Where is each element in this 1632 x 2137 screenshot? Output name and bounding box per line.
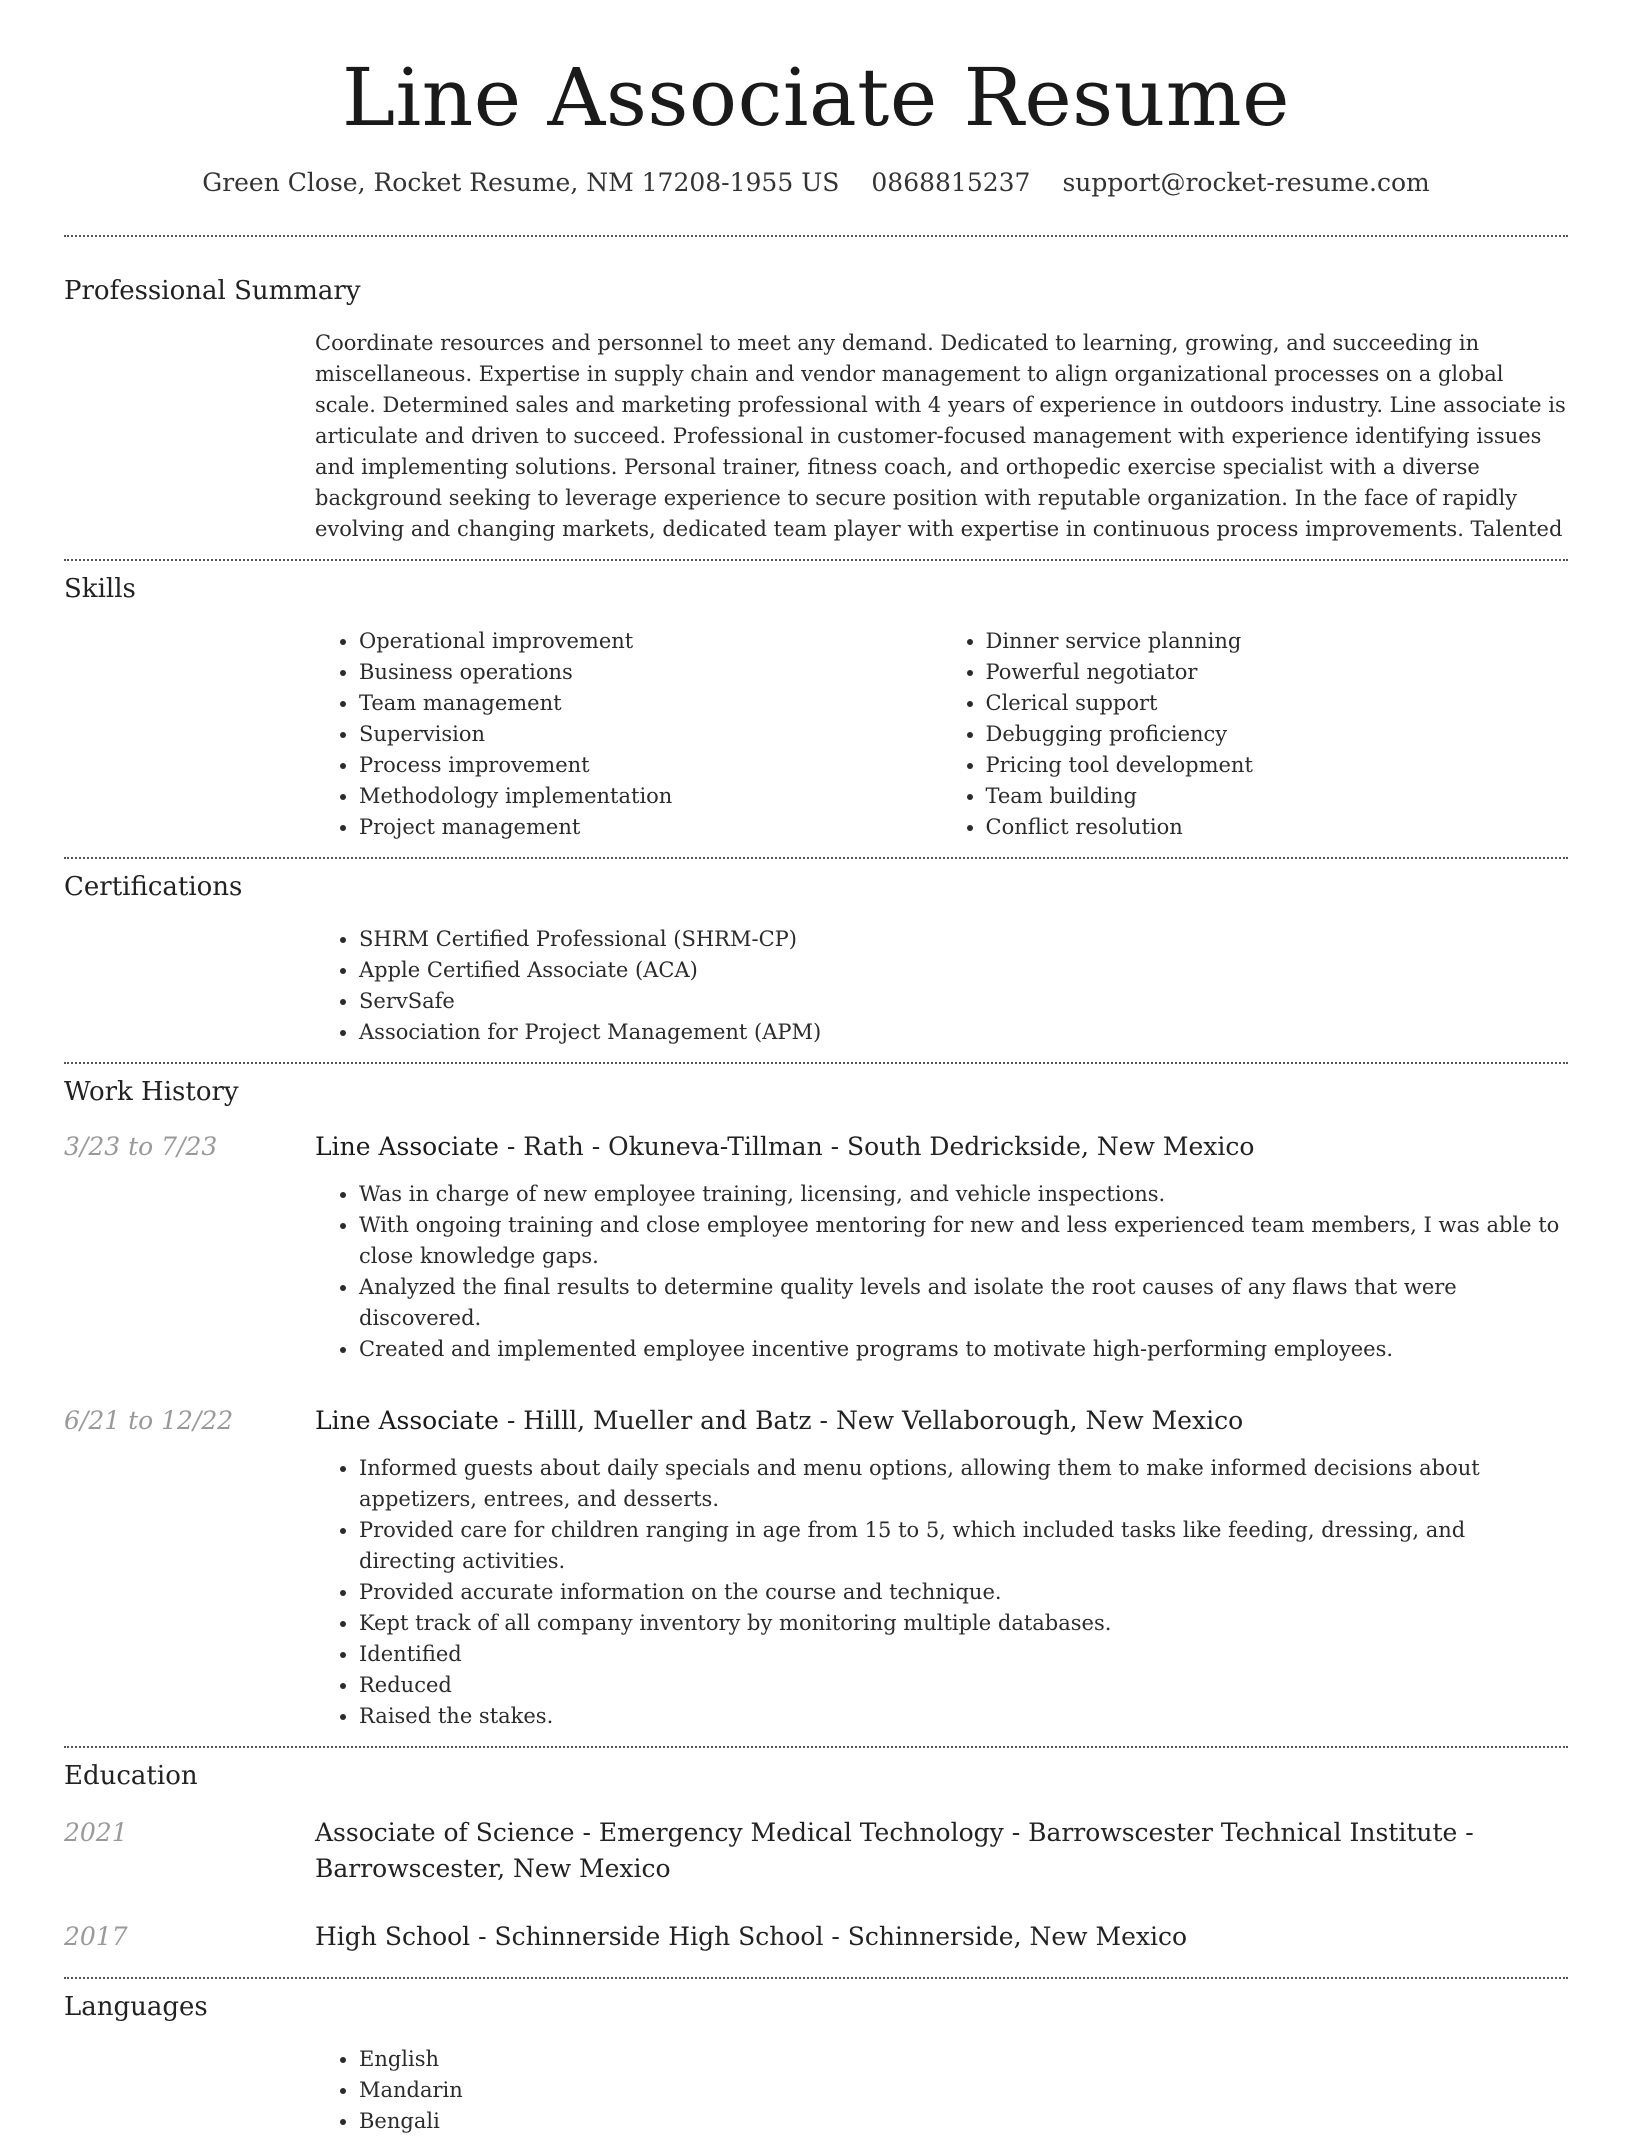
list-item: • Bengali [359,2106,1568,2137]
skills-list-right [942,626,1569,843]
education-date: 2021 [64,1818,128,1847]
job-bullets [315,1453,1568,1732]
certifications-body [315,924,1568,1062]
job-content [315,1405,1568,1732]
job-heading [315,1403,1568,1439]
summary-text: Coordinate resources and personnel to meet any demand. Dedicated to learning, growing, and succeeding in miscellaneous. Expertise in supply chain and vendor management to align organizational processes on a global scale. Determined sales and marketing professional with 4 years of experience in outdoors industry. Line associate is articulate and driven to succeed. Professional in customer-focused management with experience identifying issues and implementing solutions. Personal trainer, fitness coach, and orthopedic exercise specialist with a diverse background seeking to leverage experience to secure position with reputable organization. In the face of rapidly evolving and changing markets, dedicated team player with expertise in continuous process improvements. Talented [315,331,1566,541]
list-item: • Association for Project Management (APM) [359,1017,1568,1048]
list-item: • Dinner service planning [986,626,1569,657]
job-heading [315,1129,1568,1165]
list-item: • Operational improvement [359,626,942,657]
job-role: Line Associate [315,1406,499,1435]
languages-section [64,1979,1568,2137]
education-entry [64,1815,1568,1887]
education-content [315,1919,1568,1955]
list-item: • Supervision [359,719,942,750]
list-item: • SHRM Certified Professional (SHRM-CP) [359,924,1568,955]
list-item: • Powerful negotiator [986,657,1569,688]
list-item: • Methodology implementation [359,781,942,812]
languages-body [315,2044,1568,2137]
contact-address: Green Close, Rocket Resume, NM 17208-1955 US [202,168,840,197]
list-item: • Conflict resolution [986,812,1569,843]
job-entry [64,1131,1568,1365]
list-item: • Apple Certified Associate (ACA) [359,955,1568,986]
skills-grid [315,626,1568,857]
contact-line [64,168,1568,197]
education-section [64,1748,1568,1977]
job-bullets [315,1179,1568,1365]
education-degree: Associate of Science [315,1818,575,1847]
list-item: • Process improvement [359,750,942,781]
job-date: 3/23 to 7/23 [64,1132,218,1161]
list-item: • Business operations [359,657,942,688]
job-employer: - Hilll, Mueller and Batz - New Vellaborough, New Mexico [498,1406,1244,1435]
contact-email: support@rocket-resume.com [1062,168,1430,197]
section-heading-skills: Skills [64,574,136,604]
list-item: • With ongoing training and close employee mentoring for new and less experienced team members, I was able to close knowledge gaps. [359,1210,1568,1272]
education-date: 2017 [64,1922,128,1951]
list-item: • Kept track of all company inventory by monitoring multiple databases. [359,1608,1568,1639]
resume-title: Line Associate Resume [342,51,1290,144]
list-item: • Clerical support [986,688,1569,719]
certifications-section [64,859,1568,1062]
job-employer: - Rath - Okuneva-Tillman - South Dedrickside, New Mexico [498,1132,1255,1161]
list-item: • Analyzed the final results to determine quality levels and isolate the root causes of any flaws that were discovered. [359,1272,1568,1334]
job-entry [64,1405,1568,1732]
work-history-section [64,1064,1568,1746]
list-item: • Pricing tool development [986,750,1569,781]
list-item: • Was in charge of new employee training, licensing, and vehicle inspections. [359,1179,1568,1210]
skills-section [64,561,1568,857]
education-content [315,1815,1568,1887]
section-heading-work: Work History [64,1077,239,1107]
list-item: • Created and implemented employee incentive programs to motivate high-performing employees. [359,1334,1568,1365]
job-content [315,1131,1568,1365]
summary-section [64,237,1568,559]
education-details: - Emergency Medical Technology - Barrowscester Technical Institute - Barrowscester, New Mexico [315,1818,1474,1883]
section-heading-certifications: Certifications [64,872,243,902]
education-details: - Schinnerside High School - Schinnerside, New Mexico [470,1922,1188,1951]
section-heading-education: Education [64,1761,198,1791]
list-item: • Reduced [359,1670,1568,1701]
list-item: • Raised the stakes. [359,1701,1568,1732]
education-entry [64,1919,1568,1955]
list-item: • Provided care for children ranging in age from 15 to 5, which included tasks like feeding, dressing, and directing activities. [359,1515,1568,1577]
languages-list [315,2044,1568,2137]
skills-list-left [315,626,942,843]
section-heading-languages: Languages [64,1992,208,2022]
list-item: • Identified [359,1639,1568,1670]
job-role: Line Associate [315,1132,499,1161]
section-heading-summary: Professional Summary [64,276,361,306]
job-date: 6/21 to 12/22 [64,1406,234,1435]
list-item: • Provided accurate information on the course and technique. [359,1577,1568,1608]
certifications-list [315,924,1568,1048]
list-item: • ServSafe [359,986,1568,1017]
list-item: • Team building [986,781,1569,812]
list-item: • Informed guests about daily specials and menu options, allowing them to make informed decisions about appetizers, entrees, and desserts. [359,1453,1568,1515]
list-item: • Team management [359,688,942,719]
list-item: • Debugging proficiency [986,719,1569,750]
education-degree: High School [315,1922,471,1951]
list-item: • English [359,2044,1568,2075]
list-item: • Mandarin [359,2075,1568,2106]
list-item: • Project management [359,812,942,843]
contact-phone: 0868815237 [871,168,1031,197]
